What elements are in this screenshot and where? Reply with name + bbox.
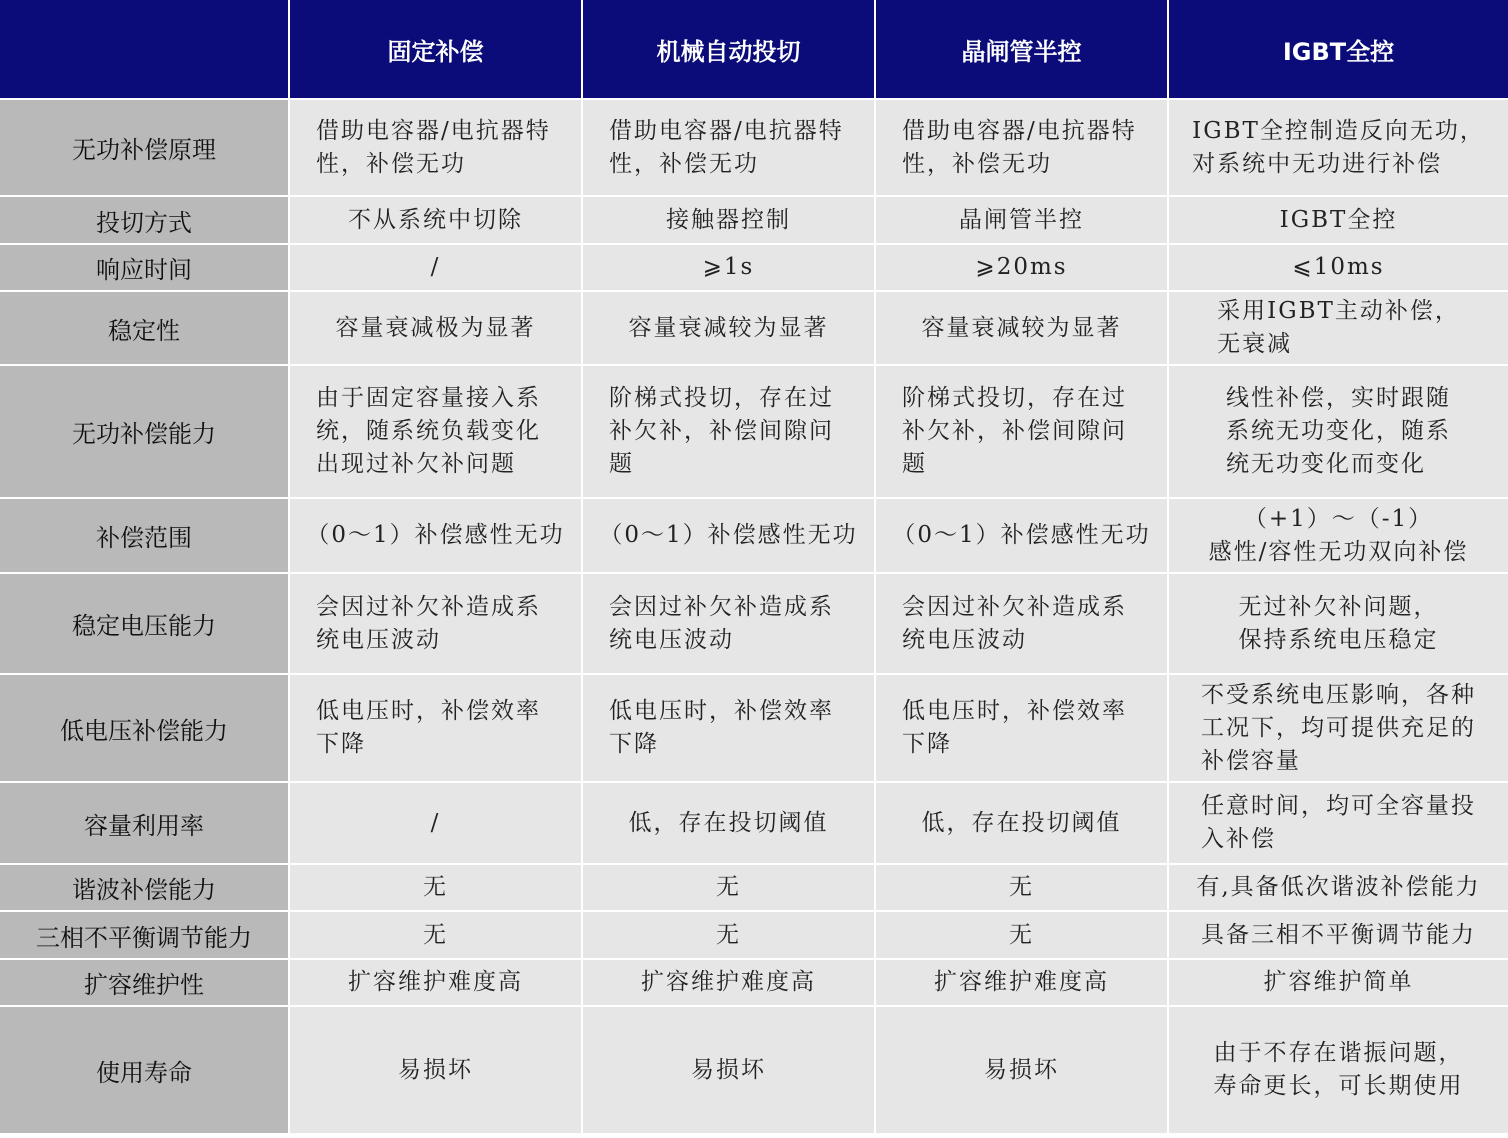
row-label: 无功补偿原理 (0, 100, 290, 197)
table-cell: （0～1）补偿感性无功 (290, 499, 583, 574)
table-corner (0, 0, 290, 100)
table-cell: 阶梯式投切，存在过 补欠补，补偿间隙问 题 (876, 366, 1169, 499)
table-cell: （0～1）补偿感性无功 (876, 499, 1169, 574)
table-cell: / (290, 245, 583, 292)
table-cell: ⩾1s (583, 245, 876, 292)
table-cell: 不从系统中切除 (290, 197, 583, 245)
table-cell: 无 (290, 912, 583, 960)
table-cell: 低电压时，补偿效率 下降 (583, 675, 876, 783)
table-cell: 接触器控制 (583, 197, 876, 245)
table-cell: 借助电容器/电抗器特 性，补偿无功 (583, 100, 876, 197)
table-cell: 容量衰减较为显著 (876, 292, 1169, 366)
table-cell: 扩容维护难度高 (876, 960, 1169, 1007)
table-cell: 低电压时，补偿效率 下降 (290, 675, 583, 783)
row-label: 使用寿命 (0, 1007, 290, 1135)
table-cell: 易损坏 (583, 1007, 876, 1135)
table-cell: 采用IGBT主动补偿， 无衰减 (1169, 292, 1508, 366)
table-cell: 由于固定容量接入系 统，随系统负载变化 出现过补欠补问题 (290, 366, 583, 499)
table-cell: 容量衰减极为显著 (290, 292, 583, 366)
row-label: 稳定性 (0, 292, 290, 366)
row-label: 谐波补偿能力 (0, 865, 290, 912)
table-cell: 易损坏 (290, 1007, 583, 1135)
column-header-fixed: 固定补偿 (290, 0, 583, 100)
table-cell: 借助电容器/电抗器特 性，补偿无功 (290, 100, 583, 197)
table-cell: 借助电容器/电抗器特 性，补偿无功 (876, 100, 1169, 197)
row-label: 三相不平衡调节能力 (0, 912, 290, 960)
table-cell: 无 (290, 865, 583, 912)
table-cell: 扩容维护简单 (1169, 960, 1508, 1007)
table-cell: IGBT全控制造反向无功， 对系统中无功进行补偿 (1169, 100, 1508, 197)
table-cell: 会因过补欠补造成系 统电压波动 (583, 574, 876, 675)
table-cell: 易损坏 (876, 1007, 1169, 1135)
row-label: 扩容维护性 (0, 960, 290, 1007)
column-header-igbt: IGBT全控 (1169, 0, 1508, 100)
row-label: 稳定电压能力 (0, 574, 290, 675)
row-label: 补偿范围 (0, 499, 290, 574)
table-cell: 无过补欠补问题， 保持系统电压稳定 (1169, 574, 1508, 675)
column-header-mechanical: 机械自动投切 (583, 0, 876, 100)
column-header-thyristor: 晶闸管半控 (876, 0, 1169, 100)
table-cell: 低，存在投切阈值 (583, 783, 876, 865)
table-cell: 会因过补欠补造成系 统电压波动 (876, 574, 1169, 675)
table-cell: 不受系统电压影响，各种 工况下，均可提供充足的 补偿容量 (1169, 675, 1508, 783)
table-cell: 具备三相不平衡调节能力 (1169, 912, 1508, 960)
table-cell: 容量衰减较为显著 (583, 292, 876, 366)
table-cell: 无 (583, 912, 876, 960)
table-cell: 晶闸管半控 (876, 197, 1169, 245)
table-cell: 无 (876, 865, 1169, 912)
table-cell: 由于不存在谐振问题， 寿命更长，可长期使用 (1169, 1007, 1508, 1135)
table-cell: ⩾20ms (876, 245, 1169, 292)
table-cell: 会因过补欠补造成系 统电压波动 (290, 574, 583, 675)
row-label: 响应时间 (0, 245, 290, 292)
table-cell: 低，存在投切阈值 (876, 783, 1169, 865)
table-cell: （0～1）补偿感性无功 (583, 499, 876, 574)
table-cell: 无 (876, 912, 1169, 960)
row-label: 低电压补偿能力 (0, 675, 290, 783)
table-cell: IGBT全控 (1169, 197, 1508, 245)
table-cell: / (290, 783, 583, 865)
row-label: 无功补偿能力 (0, 366, 290, 499)
table-cell: 低电压时，补偿效率 下降 (876, 675, 1169, 783)
table-cell: 有,具备低次谐波补偿能力 (1169, 865, 1508, 912)
table-cell: 任意时间，均可全容量投 入补偿 (1169, 783, 1508, 865)
table-cell: 无 (583, 865, 876, 912)
table-cell: 阶梯式投切，存在过 补欠补，补偿间隙问 题 (583, 366, 876, 499)
table-cell: 扩容维护难度高 (583, 960, 876, 1007)
table-cell: （+1）～（-1） 感性/容性无功双向补偿 (1169, 499, 1508, 574)
row-label: 投切方式 (0, 197, 290, 245)
table-cell: ⩽10ms (1169, 245, 1508, 292)
table-cell: 扩容维护难度高 (290, 960, 583, 1007)
row-label: 容量利用率 (0, 783, 290, 865)
table-cell: 线性补偿，实时跟随 系统无功变化，随系 统无功变化而变化 (1169, 366, 1508, 499)
